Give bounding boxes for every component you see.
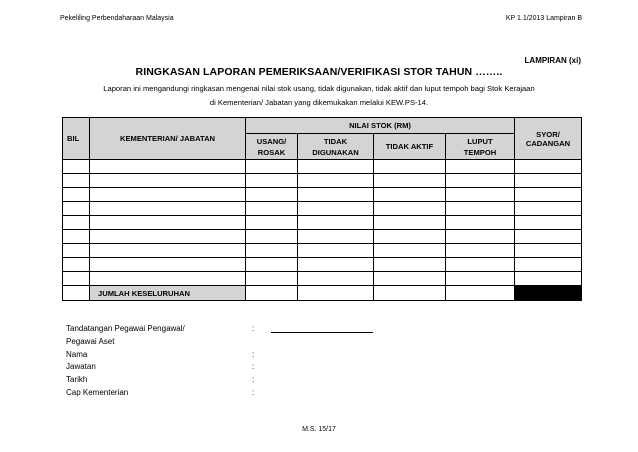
col-header-syor-line1: SYOR/ — [536, 129, 560, 139]
table-cell-tidak-aktif[interactable] — [374, 272, 446, 286]
col-header-tidak-digunakan-line2: DIGUNAKAN — [312, 147, 359, 157]
sig-row-nama — [66, 349, 386, 362]
total-cell-tidak-digunakan[interactable] — [298, 286, 374, 301]
table-cell-bil[interactable] — [63, 244, 90, 258]
col-header-bil: BIL — [63, 118, 90, 160]
table-cell-tidak-digunakan[interactable] — [298, 216, 374, 230]
table-cell-kementerian[interactable] — [90, 272, 246, 286]
table-cell-syor[interactable] — [515, 216, 582, 230]
signature-line[interactable] — [271, 332, 373, 333]
table-cell-usang[interactable] — [246, 230, 298, 244]
table-cell-usang[interactable] — [246, 244, 298, 258]
table-cell-kementerian[interactable] — [90, 160, 246, 174]
table-cell-tidak-digunakan[interactable] — [298, 202, 374, 216]
sig-colon: : — [252, 349, 255, 359]
header-right: KP 1.1/2013 Lampiran B — [505, 15, 582, 22]
table-cell-tidak-digunakan[interactable] — [298, 230, 374, 244]
table-cell-luput[interactable] — [446, 272, 515, 286]
intro-line-1: Laporan ini mengandungi ringkasan mengenai nilai stok usang, tidak digunakan, tidak aktif dan luput tempoh bagi Stok Kerajaan — [103, 84, 535, 93]
page-title: RINGKASAN LAPORAN PEMERIKSAAN/VERIFIKASI STOR TAHUN …….. — [135, 66, 503, 78]
table-cell-syor[interactable] — [515, 272, 582, 286]
col-header-luput-line1: LUPUT — [467, 136, 493, 146]
sig-colon: : — [252, 362, 255, 372]
table-cell-luput[interactable] — [446, 216, 515, 230]
sig-row-tandatangan — [66, 323, 386, 336]
table-cell-luput[interactable] — [446, 258, 515, 272]
total-label: JUMLAH KESELURUHAN — [90, 286, 246, 301]
table-cell-tidak-digunakan[interactable] — [298, 160, 374, 174]
table-cell-bil[interactable] — [63, 258, 90, 272]
table-cell-kementerian[interactable] — [90, 216, 246, 230]
table-cell-luput[interactable] — [446, 188, 515, 202]
table-row — [63, 174, 582, 188]
table-cell-bil[interactable] — [63, 272, 90, 286]
col-header-tidak-digunakan — [298, 134, 374, 160]
sig-row-pegawai-aset — [66, 336, 386, 349]
table-cell-luput[interactable] — [446, 202, 515, 216]
table-cell-bil[interactable] — [63, 160, 90, 174]
total-cell-tidak-aktif[interactable] — [374, 286, 446, 301]
intro-line-2: di Kementerian/ Jabatan yang dikemukakan melalui KEW.PS-14. — [209, 98, 429, 107]
table-cell-usang[interactable] — [246, 258, 298, 272]
sig-colon: : — [252, 375, 255, 385]
sig-label-pegawai-aset: Pegawai Aset — [66, 336, 115, 346]
col-header-usang — [246, 134, 298, 160]
col-group-nilai-stok: NILAI STOK (RM) — [246, 118, 515, 134]
col-header-tidak-aktif: TIDAK AKTIF — [374, 134, 446, 160]
sig-label-tarikh: Tarikh — [66, 375, 88, 385]
header-left: Pekeliling Perbendaharaan Malaysia — [60, 15, 174, 22]
col-header-kementerian: KEMENTERIAN/ JABATAN — [90, 118, 246, 160]
total-cell-bil — [63, 286, 90, 301]
table-row — [63, 230, 582, 244]
table-cell-tidak-aktif[interactable] — [374, 244, 446, 258]
sig-label-nama: Nama — [66, 349, 88, 359]
table-row — [63, 216, 582, 230]
table-cell-usang[interactable] — [246, 174, 298, 188]
table-cell-syor[interactable] — [515, 174, 582, 188]
total-row — [63, 286, 582, 301]
table-row — [63, 160, 582, 174]
total-cell-luput[interactable] — [446, 286, 515, 301]
table-cell-kementerian[interactable] — [90, 230, 246, 244]
table-cell-bil[interactable] — [63, 230, 90, 244]
table-cell-tidak-aktif[interactable] — [374, 258, 446, 272]
table-cell-kementerian[interactable] — [90, 258, 246, 272]
table-row — [63, 244, 582, 258]
table-cell-luput[interactable] — [446, 230, 515, 244]
col-header-syor-line2: CADANGAN — [525, 138, 571, 148]
table-cell-kementerian[interactable] — [90, 244, 246, 258]
summary-table — [62, 117, 582, 301]
table-cell-usang[interactable] — [246, 160, 298, 174]
table-cell-bil[interactable] — [63, 174, 90, 188]
table-body — [63, 160, 582, 301]
table-cell-syor[interactable] — [515, 230, 582, 244]
intro-paragraph — [60, 82, 578, 110]
page-number: M.S. 15/17 — [302, 426, 336, 433]
table-cell-usang[interactable] — [246, 216, 298, 230]
table-cell-usang[interactable] — [246, 188, 298, 202]
table-cell-tidak-digunakan[interactable] — [298, 272, 374, 286]
table-cell-bil[interactable] — [63, 188, 90, 202]
table-row — [63, 272, 582, 286]
total-cell-syor-blacked — [515, 286, 582, 301]
col-header-usang-line1: USANG/ — [256, 136, 287, 146]
table-cell-tidak-digunakan[interactable] — [298, 188, 374, 202]
sig-row-jawatan — [66, 361, 386, 374]
col-header-syor — [515, 118, 582, 160]
col-header-luput — [446, 134, 515, 160]
table-cell-tidak-aktif[interactable] — [374, 202, 446, 216]
col-header-tidak-digunakan-line1: TIDAK — [323, 136, 348, 146]
table-cell-tidak-aktif[interactable] — [374, 188, 446, 202]
appendix-label: LAMPIRAN (xi) — [524, 56, 581, 65]
table-cell-syor[interactable] — [515, 258, 582, 272]
table-cell-luput[interactable] — [446, 160, 515, 174]
table-cell-tidak-aktif[interactable] — [374, 216, 446, 230]
sig-label-cap: Cap Kementerian — [66, 387, 129, 397]
table-cell-syor[interactable] — [515, 160, 582, 174]
sig-colon: : — [252, 324, 255, 333]
table-cell-tidak-digunakan[interactable] — [298, 244, 374, 258]
table-cell-syor[interactable] — [515, 202, 582, 216]
sig-label-tandatangan: Tandatangan Pegawai Pengawal/ — [66, 324, 185, 333]
sig-colon: : — [252, 387, 255, 397]
table-cell-tidak-digunakan[interactable] — [298, 174, 374, 188]
table-cell-tidak-digunakan[interactable] — [298, 258, 374, 272]
table-cell-usang[interactable] — [246, 202, 298, 216]
sig-row-cap — [66, 387, 386, 400]
table-cell-usang[interactable] — [246, 272, 298, 286]
table-cell-tidak-aktif[interactable] — [374, 160, 446, 174]
table-row — [63, 258, 582, 272]
col-header-usang-line2: ROSAK — [257, 147, 286, 157]
table-cell-kementerian[interactable] — [90, 174, 246, 188]
sig-label-jawatan: Jawatan — [66, 362, 96, 372]
table-cell-tidak-aktif[interactable] — [374, 230, 446, 244]
col-header-luput-line2: TEMPOH — [463, 147, 497, 157]
table-row — [63, 202, 582, 216]
total-cell-usang[interactable] — [246, 286, 298, 301]
table-cell-luput[interactable] — [446, 174, 515, 188]
table-cell-luput[interactable] — [446, 244, 515, 258]
table-cell-bil[interactable] — [63, 216, 90, 230]
table-row — [63, 188, 582, 202]
table-cell-bil[interactable] — [63, 202, 90, 216]
signature-block — [66, 323, 386, 400]
table-cell-kementerian[interactable] — [90, 188, 246, 202]
table-cell-syor[interactable] — [515, 188, 582, 202]
table-cell-kementerian[interactable] — [90, 202, 246, 216]
table-cell-tidak-aktif[interactable] — [374, 174, 446, 188]
sig-row-tarikh — [66, 374, 386, 387]
table-cell-syor[interactable] — [515, 244, 582, 258]
